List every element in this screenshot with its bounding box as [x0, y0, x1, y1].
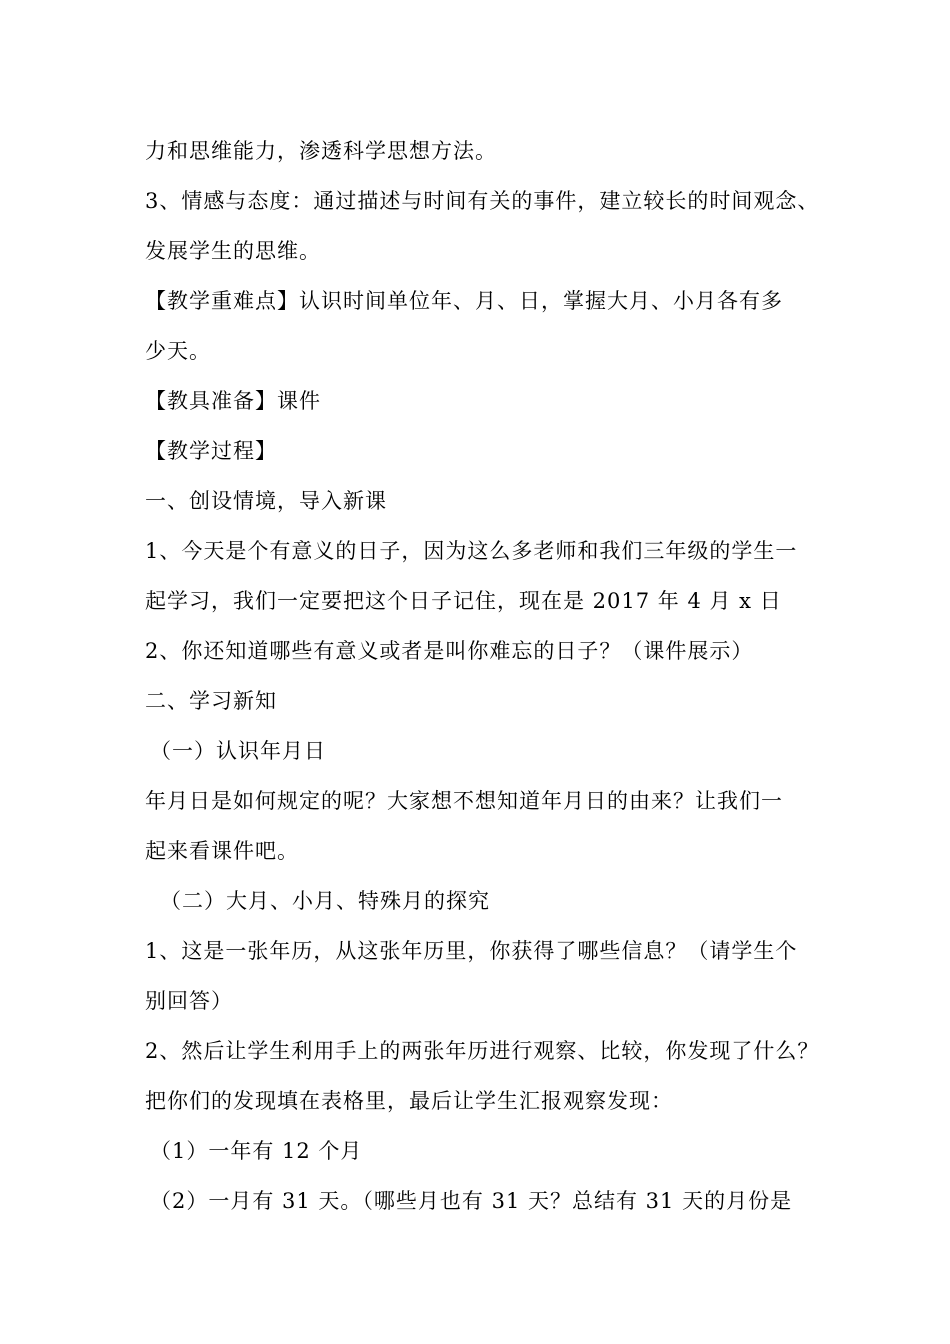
- text-line-7: 【教学过程】: [145, 439, 277, 463]
- text-line-6: 【教具准备】课件: [145, 389, 321, 413]
- text-line-8: 一、创设情境，导入新课: [145, 489, 387, 513]
- text-line-16: （二）大月、小月、特殊月的探究: [160, 889, 490, 913]
- text-line-20: 把你们的发现填在表格里，最后让学生汇报观察发现：: [145, 1089, 673, 1113]
- text-line-14: 年月日是如何规定的呢？大家想不想知道年月日的由来？让我们一: [145, 789, 783, 813]
- text-line-1: 力和思维能力，渗透科学思想方法。: [145, 139, 497, 163]
- text-line-4: 【教学重难点】认识时间单位年、月、日，掌握大月、小月各有多: [145, 289, 783, 313]
- text-line-2: 3、情感与态度：通过描述与时间有关的事件，建立较长的时间观念、: [145, 189, 820, 213]
- text-line-15: 起来看课件吧。: [145, 839, 299, 863]
- text-line-5: 少天。: [145, 339, 211, 363]
- text-line-9: 1、今天是个有意义的日子，因为这么多老师和我们三年级的学生一: [145, 539, 798, 563]
- text-line-21: （1）一年有 12 个月: [150, 1139, 363, 1163]
- text-line-11: 2、你还知道哪些有意义或者是叫你难忘的日子？（课件展示）: [145, 639, 754, 663]
- text-line-22: （2）一月有 31 天。（哪些月也有 31 天？总结有 31 天的月份是: [150, 1189, 793, 1213]
- text-line-3: 发展学生的思维。: [145, 239, 321, 263]
- text-line-17: 1、这是一张年历，从这张年历里，你获得了哪些信息？（请学生个: [145, 939, 798, 963]
- text-line-18: 别回答）: [145, 989, 233, 1013]
- text-line-10: 起学习，我们一定要把这个日子记住，现在是 2017 年 4 月 x 日: [145, 589, 782, 613]
- text-line-19: 2、然后让学生利用手上的两张年历进行观察、比较，你发现了什么？: [145, 1039, 820, 1063]
- text-line-13: （一）认识年月日: [150, 739, 326, 763]
- text-line-12: 二、学习新知: [145, 689, 277, 713]
